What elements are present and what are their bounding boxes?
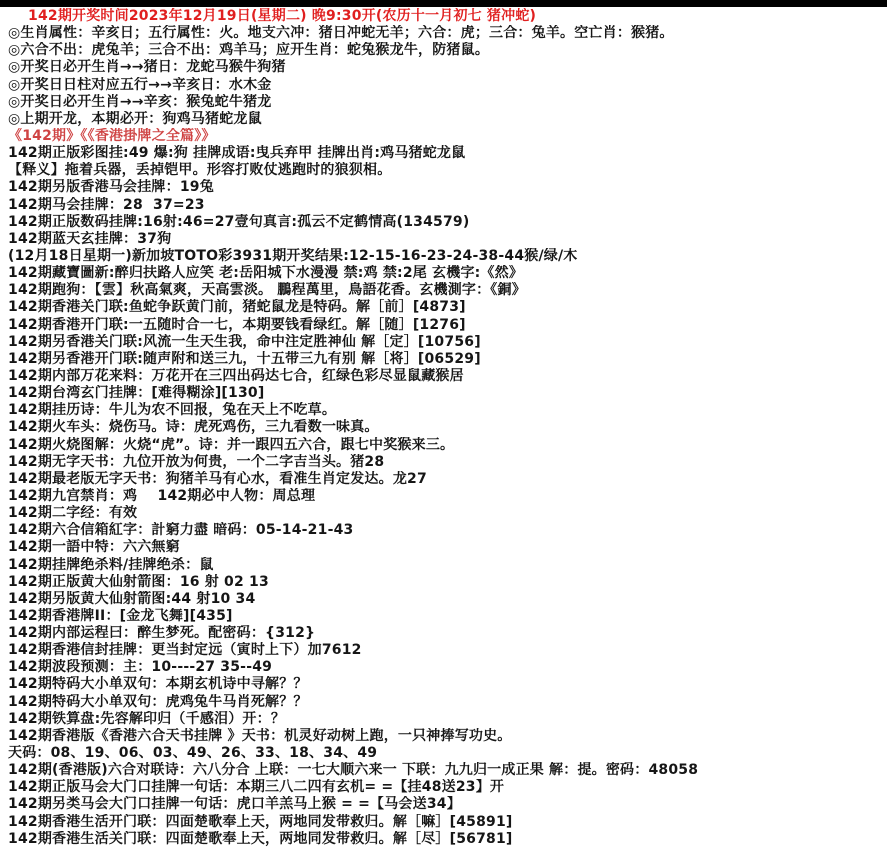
special-code-size-clue-1: 142期特码大小单双句：本期玄机诗中寻解？？ bbox=[8, 676, 308, 693]
iron-abacus: 142期铁算盘:先容解印归（千感泪）开：？ bbox=[8, 710, 286, 727]
liuhe-exclusions: ◎六合不出：虎兔羊；三合不出：鸡羊马；应开生肖：蛇兔猴龙牛，防猪鼠。 bbox=[8, 42, 490, 59]
hk-pai-ii-board: 142期香港牌II：[金龙飞舞][435] bbox=[8, 607, 233, 624]
alt-hk-opening-couplet: 142期另香港开门联:随声附和送三九，十五带三九有别 解［将］[06529] bbox=[8, 350, 481, 367]
board-kill-list: 142期挂牌绝杀料/挂牌绝杀：鼠 bbox=[8, 556, 214, 573]
idiom-explanation: 【释义】拖着兵器，丢掉铠甲。形容打败仗逃跑时的狼狈相。 bbox=[8, 162, 392, 179]
hk-opening-couplet: 142期香港开门联:一五随时合一七，本期要钱看绿红。解［随］[1276] bbox=[8, 316, 466, 333]
hk-envelope-board: 142期香港信封挂牌：更当封定远（寅时上下）加7612 bbox=[8, 642, 362, 659]
fire-burn-diagram: 142期火烧图解：火烧“虎”。诗：并一跟四五六合，跟七中奖猴来三。 bbox=[8, 436, 455, 453]
issue-title: 《142期》《《香港掛牌之全篇》》 bbox=[8, 127, 216, 144]
must-open-zodiac-xinhai: ◎开奖日必开生肖→→辛亥：猴兔蛇牛猪龙 bbox=[8, 93, 272, 110]
blue-sky-board: 142期蓝天玄挂牌：37狗 bbox=[8, 230, 172, 247]
alt-gate-board-phrase: 142期另类马会大门口挂牌一句话：虎口羊羔马上猴 = =【马会送34】 bbox=[8, 796, 461, 813]
running-dog: 142期跑狗：【雲】秋高氣爽，天高雲淡。 鵬程萬里，鳥語花香。玄機測字：《銅》 bbox=[8, 282, 526, 299]
internal-wanhua-tips: 142期内部万花来料：万花开在三四出码达七合，红绿色彩尽显鼠藏猴居 bbox=[8, 367, 464, 384]
content-lines bbox=[0, 7, 887, 848]
wordless-heavenly-book: 142期无字天书：九位开放为何贵，一个二字吉当头。猪28 bbox=[8, 453, 385, 470]
singapore-toto-result: (12月18日星期一)新加坡TOTO彩3931期开奖结果:12-15-16-23-24-38-44猴/绿/木 bbox=[8, 247, 578, 264]
oldest-wordless-book: 142期最老版无字天书：狗猪羊马有心水，看准生肖定发达。龙27 bbox=[8, 470, 427, 487]
hk-closing-couplet: 142期香港关门联:鱼蛇争跃黄门前，猪蛇鼠龙是特码。解［前］[4873] bbox=[8, 299, 466, 316]
day-pillar-five-elements: ◎开奖日日柱对应五行→→辛亥日：水木金 bbox=[8, 76, 272, 93]
liuhe-couplet-poem: 142期(香港版)六合对联诗：六八分合 上联：一七大顺六来一 下联：九九归一成正果 解：提。密码：48058 bbox=[8, 762, 699, 779]
treasure-map-new: 142期藏寶圖新:醉归扶路人应笑 老:岳阳城下水漫漫 禁:鸡 禁:2尾 玄機字:《然》 bbox=[8, 265, 524, 282]
jockey-club-board: 142期马会挂牌：28 37=23 bbox=[8, 196, 205, 213]
must-open-zodiac-pig-day: ◎开奖日必开生肖→→猪日：龙蛇马猴牛狗猪 bbox=[8, 59, 286, 76]
alt-wongtaisin-arrow: 142期另版黄大仙射箭图:44 射10 34 bbox=[8, 590, 256, 607]
official-color-chart-hang: 142期正版彩图挂:49 爆:狗 挂牌成语:曳兵弃甲 挂牌出肖:鸡马猪蛇龙鼠 bbox=[8, 145, 466, 162]
hk-life-closing-couplet: 142期香港生活关门联：四面楚歌奉上天，两地同发带救归。解［尽］[56781] bbox=[8, 830, 513, 847]
calendar-poem: 142期挂历诗：牛儿为农不回报，兔在天上不吃草。 bbox=[8, 402, 337, 419]
draw-time-header: 142期开奖时间2023年12月19日(星期二) 晚9:30开(农历十一月初七 猪冲蛇) bbox=[28, 8, 537, 24]
official-gate-board-phrase: 142期正版马会大门口挂牌一句话：本期三八二四有玄机= =【挂48送23】开 bbox=[8, 779, 505, 796]
alt-hk-closing-couplet: 142期另香港关门联:风流一生天生我，命中注定胜神仙 解［定］[10756] bbox=[8, 333, 481, 350]
alt-hk-jockey-club-board: 142期另版香港马会挂牌：19兔 bbox=[8, 179, 214, 196]
wave-band-forecast: 142期波段预测：主：10----27 35--49 bbox=[8, 659, 273, 676]
train-head: 142期火车头：烧伤马。诗：虎死鸡伤，三九看数一味真。 bbox=[8, 419, 379, 436]
internal-fortune-saying: 142期内部运程曰：醉生梦死。配密码：{312} bbox=[8, 625, 316, 642]
hk-life-opening-couplet: 142期香港生活开门联：四面楚歌奉上天，两地同发带救归。解［嘛］[45891] bbox=[8, 813, 513, 830]
one-phrase-special: 142期一語中特：六六無窮 bbox=[8, 539, 180, 556]
zodiac-attributes: ◎生肖属性：辛亥日；五行属性：火。地支六冲：猪日冲蛇无羊；六合：虎；三合：兔羊。空亡肖：猴猪。 bbox=[8, 25, 674, 42]
two-word-scripture: 142期二字经：有效 bbox=[8, 505, 138, 522]
last-period-dragon-note: ◎上期开龙，本期必开：狗鸡马猪蛇龙鼠 bbox=[8, 110, 262, 127]
jiugong-forbidden-zodiac: 142期九宫禁肖：鸡 142期必中人物：周总理 bbox=[8, 487, 316, 504]
liuhe-mailbox-red-words: 142期六合信箱紅字：計窮力盡 暗码：05-14-21-43 bbox=[8, 522, 354, 539]
top-border-bar bbox=[0, 0, 887, 7]
hk-tianshu-board: 142期香港版《香港六合天书挂牌 》天书：机灵好动树上跑，一只神捧写功史。 bbox=[8, 727, 512, 744]
official-digital-board: 142期正版数码挂牌:16射:46=27壹句真言:孤云不定鹤情高(134579) bbox=[8, 213, 470, 230]
special-code-size-clue-2: 142期特码大小单双句：虎鸡兔牛马肖死解？？ bbox=[8, 693, 308, 710]
taiwan-xuanmen-board: 142期台湾玄门挂牌：[难得糊涂][130] bbox=[8, 385, 265, 402]
tianma-numbers: 天码：08、19、06、03、49、26、33、18、34、49 bbox=[8, 745, 378, 762]
official-wongtaisin-arrow: 142期正版黄大仙射箭图：16 射 02 13 bbox=[8, 573, 269, 590]
